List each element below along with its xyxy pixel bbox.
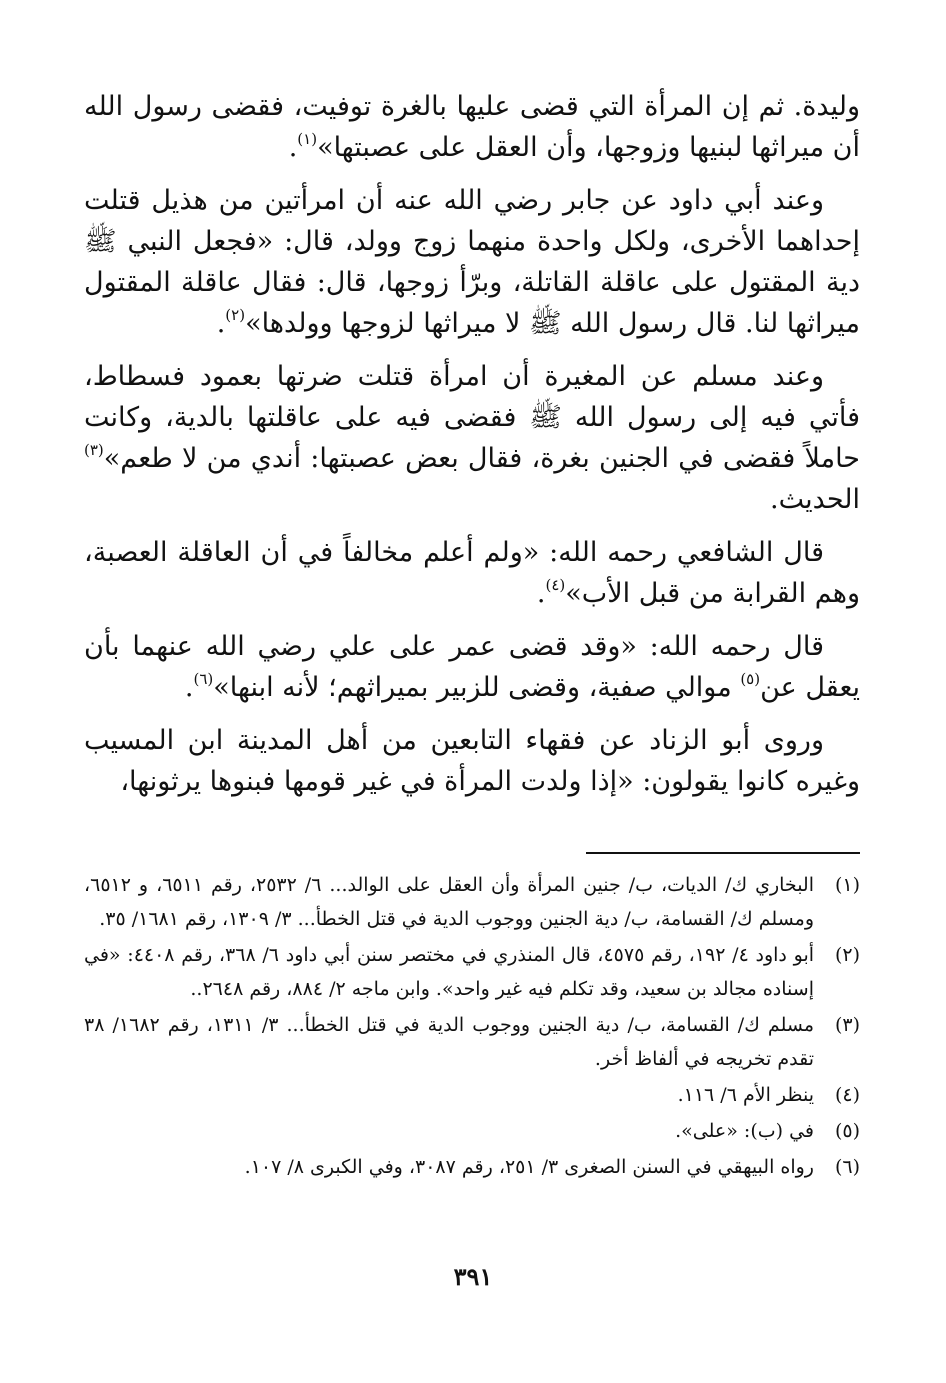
footnote-item — [84, 1150, 860, 1184]
footnote-number: (١) — [834, 874, 860, 896]
paragraph-text: قال رحمه الله: «وقد قضى عمر على علي رضي الله عنهما بأن يعقل عن — [84, 631, 860, 703]
paragraph-tail: . — [288, 132, 298, 163]
footnote-ref[interactable]: (٣) — [84, 441, 104, 459]
footnote-text: البخاري ك/ الديات، ب/ جنين المرأة وأن العقل على الوالد... ٦/ ٢٥٣٢، رقم ٦٥١١، و ٦٥١٢، ومسلم ك/ القسامة، ب/ دية الجنين ووجوب الدية في قتل الخطأ... ٣/ ١٣٠٩، رقم ١٦٨١/ ٣٥. — [84, 874, 814, 930]
footnote-ref[interactable]: (٦) — [193, 670, 214, 688]
paragraph-text: وعند مسلم عن المغيرة أن امرأة قتلت ضرتها بعمود فسطاط، فأتي فيه إلى رسول الله ﷺ فقضى فيه على عاقلتها بالدية، وكانت حاملاً فقضى في الجنين بغرة، فقال بعض عصبتها: أندي من لا طعم» — [84, 361, 860, 474]
footnote-text: مسلم ك/ القسامة، ب/ دية الجنين ووجوب الدية في قتل الخطأ... ٣/ ١٣١١، رقم ١٦٨٢/ ٣٨ تقدم تخريجه في ألفاظ أخر. — [84, 1014, 814, 1070]
paragraph-5 — [84, 626, 860, 708]
footnote-item — [84, 868, 860, 936]
paragraph-1 — [84, 86, 860, 168]
footnote-item — [84, 1008, 860, 1076]
footnote-number: (٢) — [834, 944, 860, 966]
footnote-number: (٤) — [834, 1084, 860, 1106]
footnote-ref[interactable]: (١) — [297, 130, 318, 148]
paragraph-tail: . — [536, 578, 546, 609]
footnote-text: رواه البيهقي في السنن الصغرى ٣/ ٢٥١، رقم ٣٠٨٧، وفي الكبرى ٨/ ١٠٧. — [244, 1156, 814, 1178]
paragraph-tail: . — [184, 672, 194, 703]
footnotes — [84, 868, 860, 1186]
footnote-ref[interactable]: (٥) — [740, 670, 761, 688]
paragraph-4 — [84, 532, 860, 614]
paragraph-text: قال الشافعي رحمه الله: «ولم أعلم مخالفاً في أن العاقلة العصبة، وهم القرابة من قبل الأب» — [84, 537, 860, 609]
paragraph-tail: الحديث. — [770, 484, 860, 515]
paragraph-3 — [84, 356, 860, 520]
footnote-item — [84, 1078, 860, 1112]
footnote-item — [84, 1114, 860, 1148]
footnote-ref[interactable]: (٢) — [225, 306, 246, 324]
paragraph-2 — [84, 180, 860, 344]
footnote-text: أبو داود ٤/ ١٩٢، رقم ٤٥٧٥، قال المنذري في مختصر سنن أبي داود ٦/ ٣٦٨، رقم ٤٤٠٨: «في إسناده مجالد بن سعيد، وقد تكلم فيه غير واحد». وابن ماجه ٢/ ٨٨٤، رقم ٢٦٤٨.. — [84, 944, 815, 1000]
footnote-ref[interactable]: (٤) — [545, 576, 566, 594]
main-text — [84, 86, 860, 812]
footnote-separator — [586, 852, 860, 854]
paragraph-text-continued: موالي صفية، وقضى للزبير بميراثهم؛ لأنه ابنها» — [213, 672, 741, 703]
paragraph-text: وعند أبي داود عن جابر رضي الله عنه أن امرأتين من هذيل قتلت إحداهما الأخرى، ولكل واحدة منهما زوج وولد، قال: «فجعل النبي ﷺ دية المقتول على عاقلة القاتلة، وبرّأ زوجها، قال: فقال عاقلة المقتول ميراثها لنا. قال رسول الله ﷺ لا ميراثها لزوجها وولدها» — [84, 185, 860, 339]
footnote-item — [84, 938, 860, 1006]
paragraph-text: وروى أبو الزناد عن فقهاء التابعين من أهل المدينة ابن المسيب وغيره كانوا يقولون: «إذا ولدت المرأة في غير قومها فبنوها يرثونها، — [84, 725, 860, 797]
footnote-number: (٣) — [834, 1014, 860, 1036]
footnote-number: (٥) — [834, 1120, 860, 1142]
footnote-number: (٦) — [834, 1156, 860, 1178]
paragraph-6 — [84, 720, 860, 802]
page-number: ٣٩١ — [453, 1262, 493, 1291]
footnote-text: في (ب): «على». — [675, 1120, 814, 1142]
paragraph-text: وليدة. ثم إن المرأة التي قضى عليها بالغرة توفيت، فقضى رسول الله أن ميراثها لبنيها وزوجها، وأن العقل على عصبتها» — [84, 91, 860, 163]
paragraph-tail: . — [216, 308, 226, 339]
footnote-text: ينظر الأم ٦/ ١١٦. — [677, 1084, 814, 1106]
